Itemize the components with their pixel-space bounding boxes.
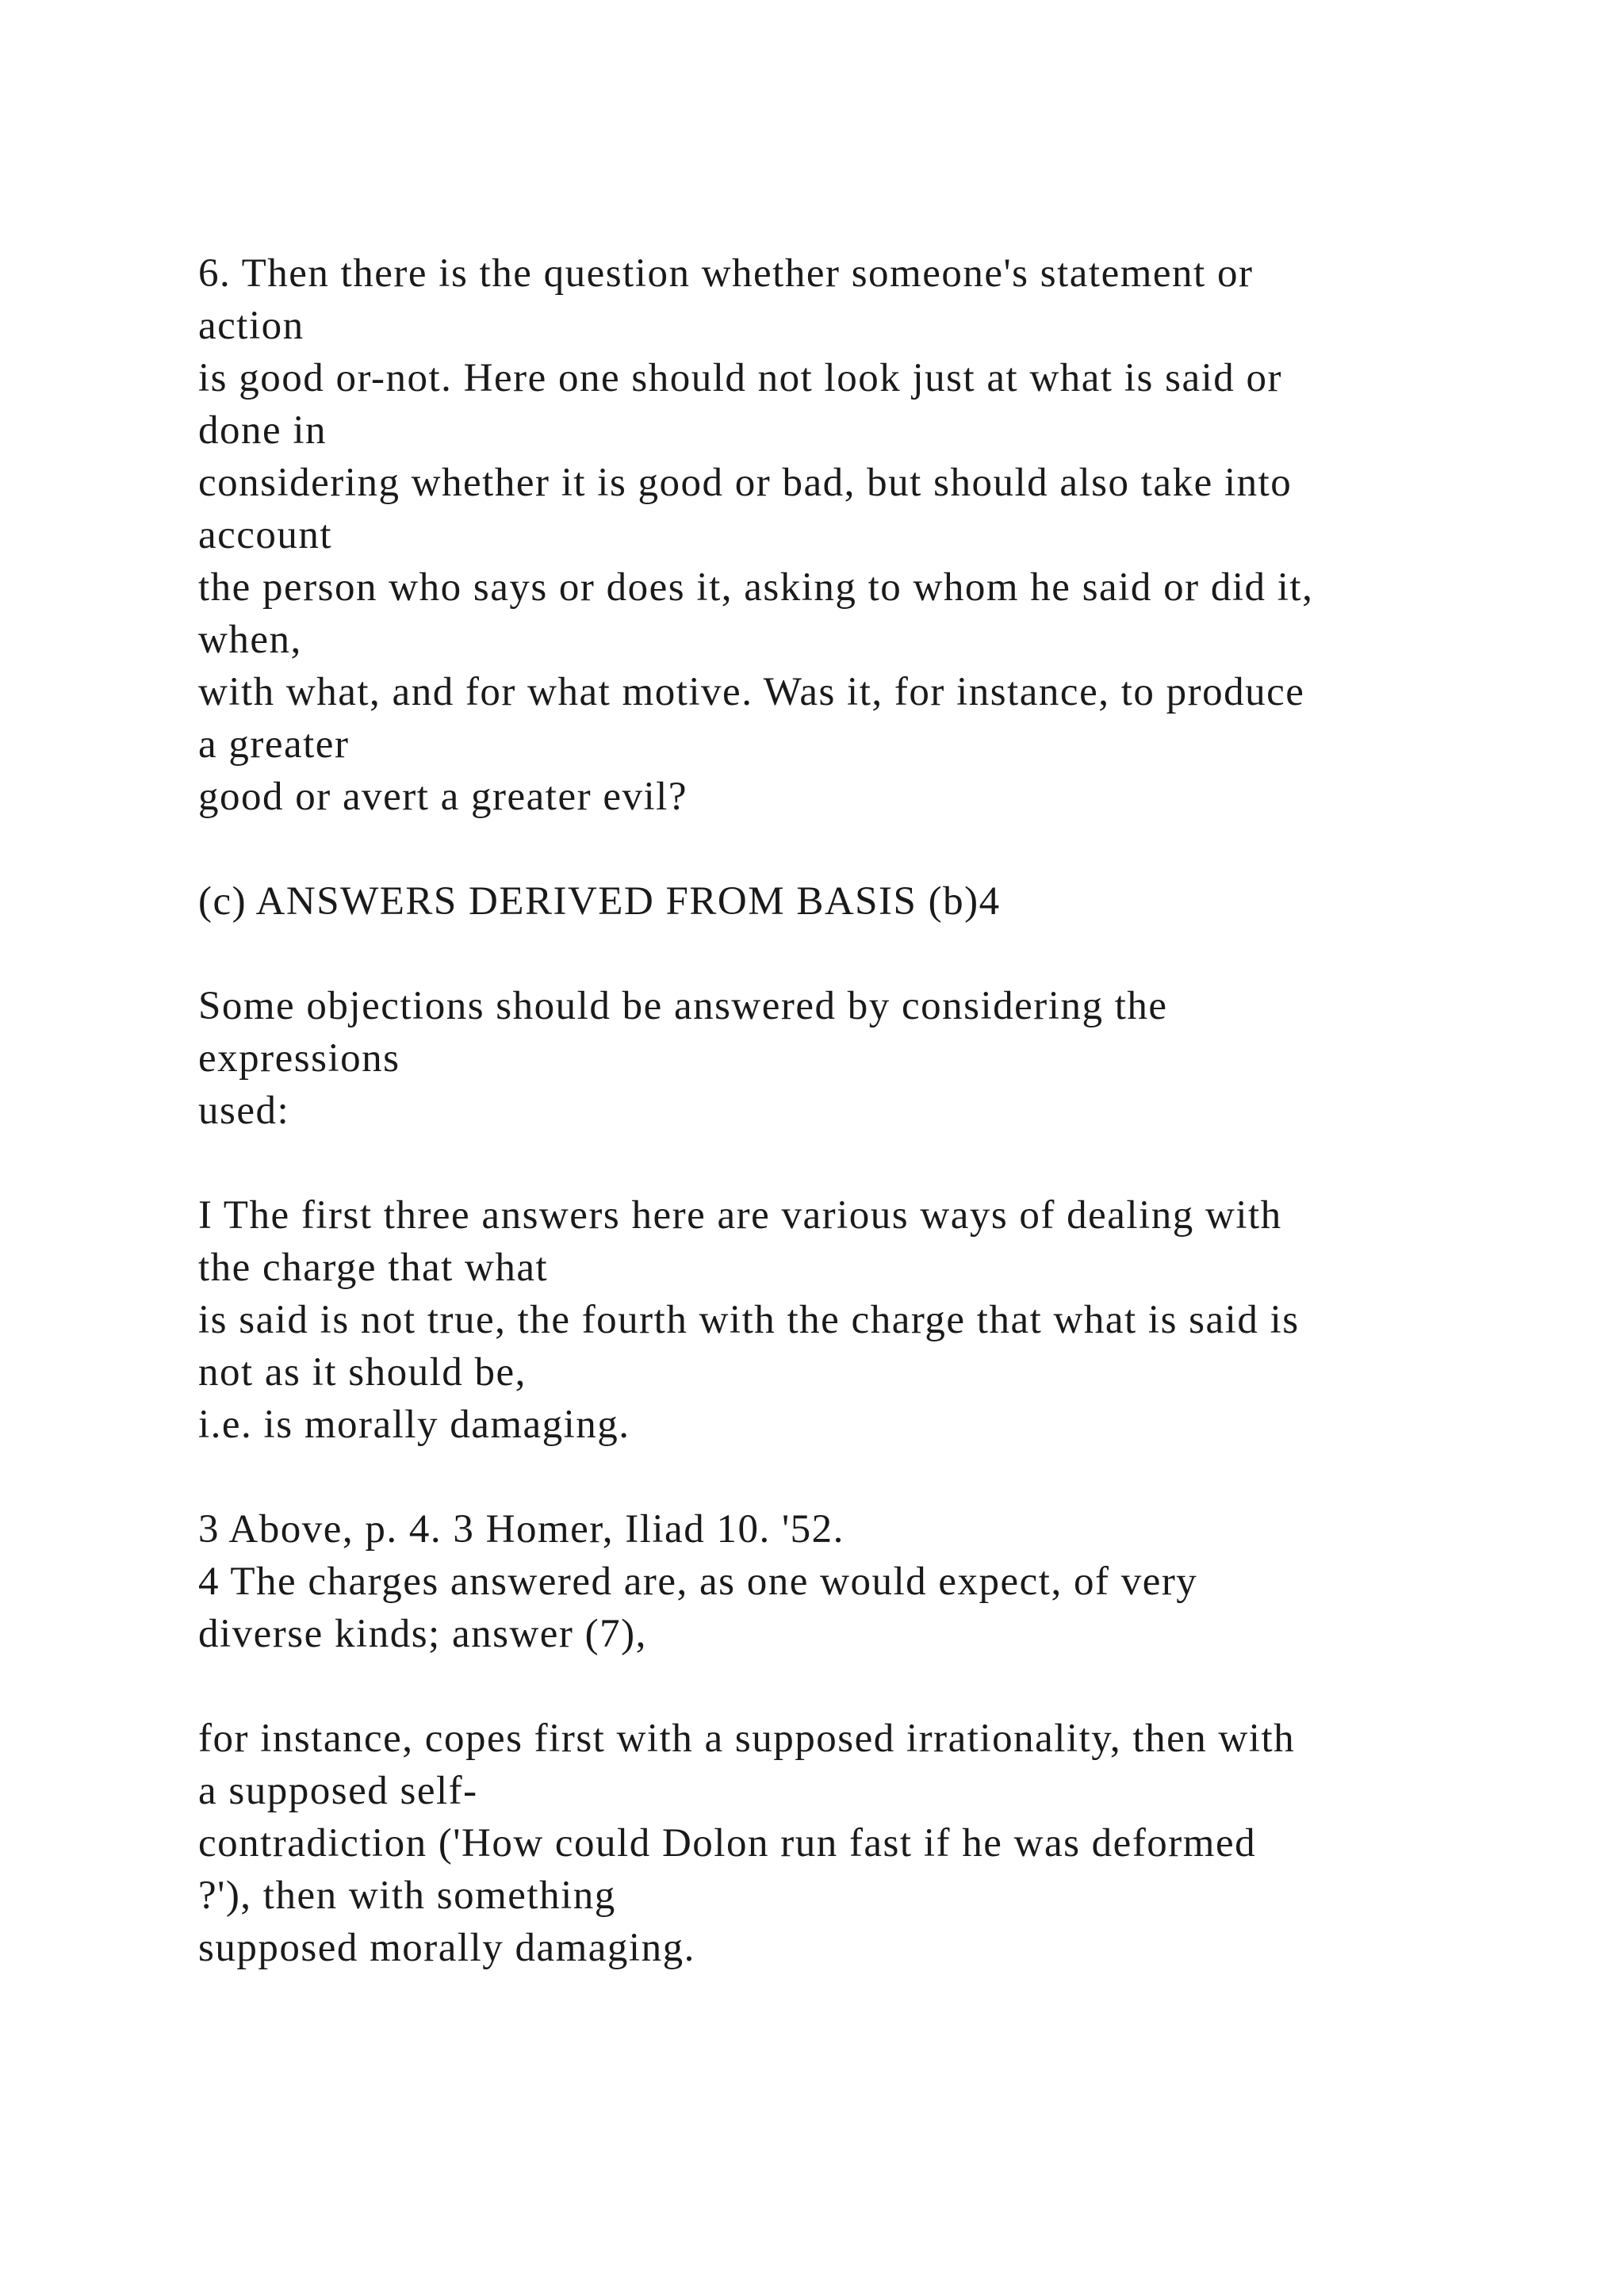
- text-line: supposed morally damaging.: [198, 1926, 695, 1970]
- text-line: Some objections should be answered by considering the: [198, 984, 1168, 1028]
- text-line: considering whether it is good or bad, but should also take into: [198, 461, 1293, 505]
- text-line: action: [198, 304, 304, 348]
- text-line: I The first three answers here are various ways of dealing with: [198, 1193, 1282, 1238]
- text-line: 4 The charges answered are, as one would expect, of very: [198, 1559, 1198, 1604]
- text-line: the charge that what: [198, 1246, 549, 1290]
- blank-line: [198, 1137, 1546, 1189]
- text-line: 3 Above, p. 4. 3 Homer, Iliad 10. '52.: [198, 1507, 845, 1552]
- footnote-3-4: [198, 1503, 1546, 1660]
- text-line: good or avert a greater evil?: [198, 775, 688, 819]
- intro-paragraph: [198, 980, 1546, 1137]
- text-line: expressions: [198, 1036, 400, 1081]
- section-heading: (c) ANSWERS DERIVED FROM BASIS (b)4: [198, 879, 1001, 924]
- text-line: account: [198, 513, 333, 557]
- text-line: used:: [198, 1089, 290, 1133]
- document-page: [198, 247, 1546, 1974]
- text-line: ?'), then with something: [198, 1873, 616, 1918]
- footnote-1: [198, 1189, 1546, 1451]
- blank-line: [198, 928, 1546, 980]
- text-line: with what, and for what motive. Was it, for instance, to produce: [198, 670, 1305, 714]
- text-line: done in: [198, 408, 327, 453]
- text-line: is good or-not. Here one should not look just at what is said or: [198, 356, 1282, 400]
- blank-line: [198, 1451, 1546, 1503]
- text-line: a greater: [198, 722, 350, 767]
- text-line: diverse kinds; answer (7),: [198, 1612, 647, 1656]
- text-line: contradiction ('How could Dolon run fast if he was deformed: [198, 1821, 1257, 1866]
- text-line: i.e. is morally damaging.: [198, 1402, 630, 1447]
- text-line: for instance, copes first with a supposed irrationality, then with: [198, 1716, 1296, 1761]
- text-line: is said is not true, the fourth with the charge that what is said is: [198, 1298, 1300, 1342]
- text-line: when,: [198, 618, 302, 662]
- blank-line: [198, 823, 1546, 875]
- blank-line: [198, 1660, 1546, 1712]
- footnote-4-continued: [198, 1712, 1546, 1974]
- text-line: the person who says or does it, asking to whom he said or did it,: [198, 565, 1314, 610]
- paragraph-6: [198, 247, 1546, 823]
- text-line: a supposed self-: [198, 1769, 478, 1813]
- text-line: not as it should be,: [198, 1350, 527, 1395]
- text-line: 6. Then there is the question whether someone's statement or: [198, 251, 1254, 296]
